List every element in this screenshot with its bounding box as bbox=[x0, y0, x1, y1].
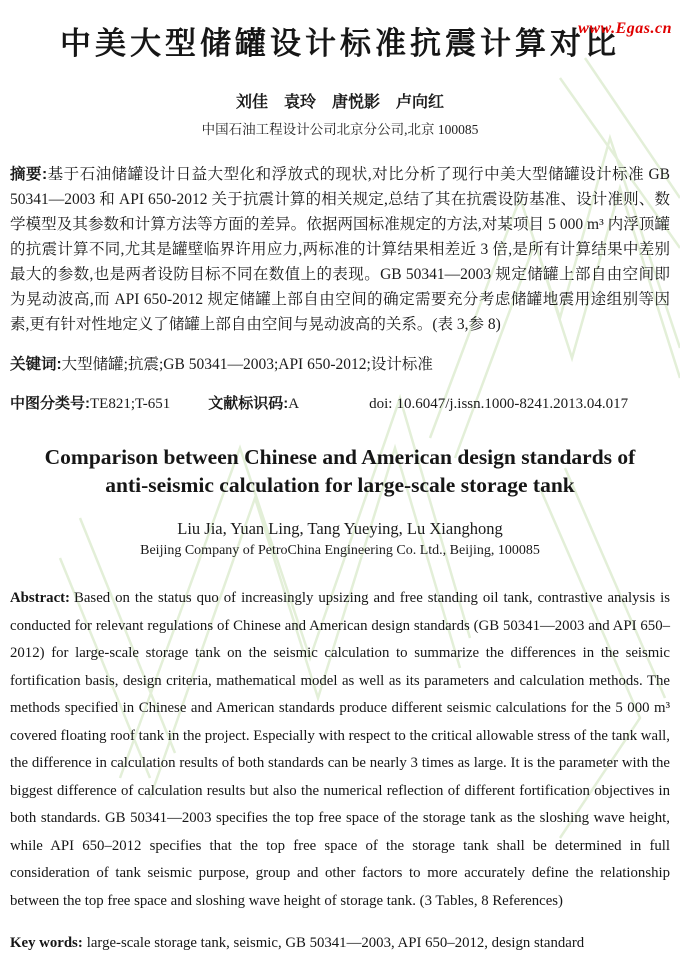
keywords-chinese bbox=[10, 353, 670, 377]
keywords-english-text: large-scale storage tank, seismic, GB 50341—2003, API 650–2012, design standard bbox=[86, 934, 585, 951]
affiliation-english: Beijing Company of PetroChina Engineering Co. Ltd., Beijing, 100085 bbox=[140, 543, 540, 558]
doc-code-label: 文献标识码: bbox=[208, 395, 289, 412]
clc-value: TE821;T-651 bbox=[90, 396, 171, 412]
doc-code-value: A bbox=[288, 396, 300, 412]
abstract-chinese-text: 基于石油储罐设计日益大型化和浮放式的现状,对比分析了现行中美大型储罐设计标准 GB 50341—2003 和 API 650-2012 关于抗震计算的相关规定,总结了其在抗震设防基准、设计准则、数学模型及其参数和计算方法等方面的差异。依据两国标准规定的方法,对某项目 5 000 m³ 内浮顶罐的抗震计算不同,尤其是罐壁临界许用应力,两标准的计算结果相差近 3 倍,是所有计算结果中差别最大的参数,也是两者设防目标不同在数值上的表现。GB 50341—2003 规定储罐上部自由空间即为晃动波高,而 API 650-2012 规定储罐上部自由空间的确定需要充分考虑储罐地震用途组别等因素,更有针对性地定义了储罐上部自由空间与晃动波高的关系。(表 3,参 8) bbox=[10, 166, 670, 333]
keywords-english bbox=[10, 930, 670, 957]
keywords-english-label: Key words: bbox=[10, 934, 83, 951]
authors-english: Liu Jia, Yuan Ling, Tang Yueying, Lu Xianghong bbox=[177, 519, 503, 538]
abstract-chinese bbox=[10, 162, 670, 337]
abstract-english bbox=[10, 585, 670, 915]
classification-line bbox=[10, 392, 670, 413]
site-watermark: www.Egas.cn bbox=[578, 20, 672, 37]
paper-page bbox=[0, 18, 680, 957]
abstract-english-label: Abstract: bbox=[10, 590, 70, 606]
authors-chinese: 刘佳 袁玲 唐悦影 卢向红 bbox=[235, 94, 444, 111]
paper-title-chinese: 中美大型储罐设计标准抗震计算对比 bbox=[60, 26, 620, 61]
paper-title-english: Comparison between Chinese and American design standards of anti-seismic calculation for large-scale storage tank bbox=[44, 445, 636, 497]
abstract-chinese-label: 摘要: bbox=[10, 166, 48, 183]
doi-label: doi: bbox=[369, 396, 393, 412]
abstract-english-text: Based on the status quo of increasingly upsizing and free standing oil tank, contrastive analysis is conducted for relevant regulations of Chinese and American design standards (GB 50341—2003 and API 650–2012) for large-scale storage tank on the seismic calculation to summarize the differences in the seismic fortification basis, design criteria, mathematical model as well as its parameters and calculation methods. The methods specified in Chinese and American standards produce different seismic calculations for the 5 000 m³ covered floating roof tank in the project. Especially with respect to the critical allowable stress of the tank wall, the difference in calculation results of both standards can be nearly 3 times as large. It is the parameter with the biggest difference of calculation results but also the numerical reflection of different fortification objectives in both standards. GB 50341—2003 specifies the top free space of the storage tank as the sloshing wave height, while API 650–2012 specifies that the top free space of the storage tank shall be determined in full consideration of tank seismic purpose, group and other factors to more accurately define the relationship between the top free space and sloshing wave height of storage tank. (3 Tables, 8 References) bbox=[10, 590, 670, 909]
clc-label: 中图分类号: bbox=[10, 395, 90, 412]
affiliation-chinese: 中国石油工程设计公司北京分公司,北京 100085 bbox=[201, 122, 479, 137]
keywords-chinese-label: 关键词: bbox=[10, 355, 62, 373]
doi-value: 10.6047/j.issn.1000-8241.2013.04.017 bbox=[396, 396, 629, 412]
keywords-chinese-text: 大型储罐;抗震;GB 50341—2003;API 650-2012;设计标准 bbox=[61, 355, 433, 373]
